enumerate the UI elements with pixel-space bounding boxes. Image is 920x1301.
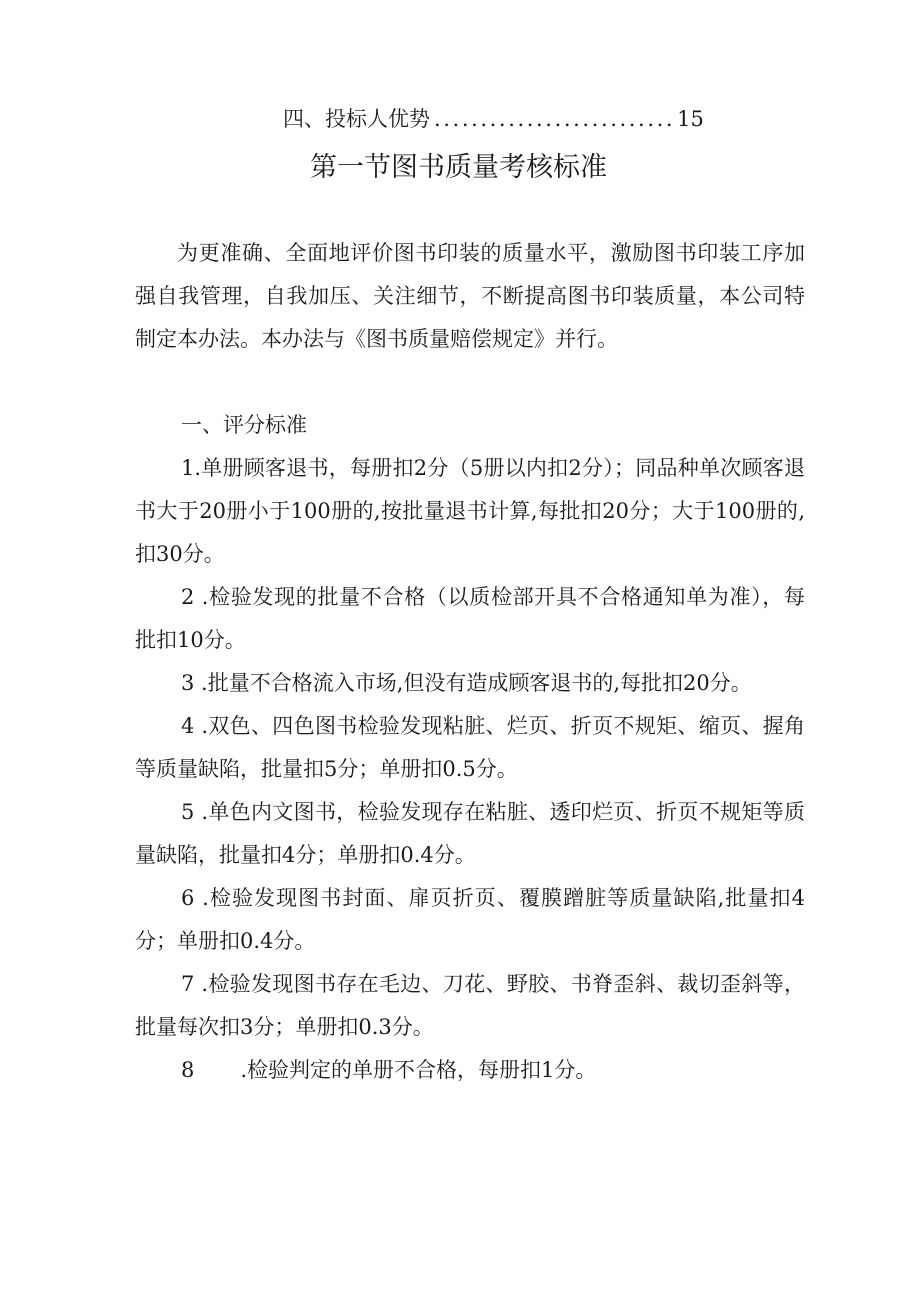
scoring-item-8-number: 8 xyxy=(181,1058,195,1082)
scoring-list xyxy=(135,447,805,1092)
scoring-heading: 一、评分标准 xyxy=(181,413,307,437)
scoring-item-8-text: .检验判定的单册不合格，每册扣1分。 xyxy=(240,1058,597,1082)
scoring-item-3: 3 .批量不合格流入市场,但没有造成顾客退书的,每批扣20分。 xyxy=(181,671,752,695)
scoring-item-8 xyxy=(135,1049,805,1092)
scoring-item-4: 4 .双色、四色图书检验发现粘脏、烂页、折页不规矩、缩页、握角等质量缺陷，批量扣5分；单册扣0.5分。 xyxy=(135,714,805,781)
toc-entry xyxy=(283,104,704,134)
scoring-item-5: 5 .单色内文图书，检验发现存在粘脏、透印烂页、折页不规矩等质量缺陷，批量扣4分；单册扣0.4分。 xyxy=(135,800,805,867)
scoring-item-1: 1.单册顾客退书，每册扣2分（5册以内扣2分）；同品种单次顾客退书大于20册小于100册的,按批量退书计算,每批扣20分；大于100册的,扣30分。 xyxy=(135,456,805,566)
toc-leader-dots: .......................... xyxy=(434,107,676,131)
intro-paragraph: 为更准确、全面地评价图书印装的质量水平，激励图书印装工序加强自我管理，自我加压、关注细节，不断提高图书印装质量，本公司特制定本办法。本办法与《图书质量赔偿规定》并行。 xyxy=(135,241,805,351)
scoring-item-2: 2 .检验发现的批量不合格（以质检部开具不合格通知单为准），每批扣10分。 xyxy=(135,585,805,652)
toc-entry-label: 四、投标人优势 xyxy=(283,107,430,131)
scoring-item-7: 7 .检验发现图书存在毛边、刀花、野胶、书脊歪斜、裁切歪斜等，批量每次扣3分；单册扣0.3分。 xyxy=(135,972,805,1039)
toc-page-number: 15 xyxy=(677,107,704,131)
scoring-item-6: 6 .检验发现图书封面、扉页折页、覆膜蹭脏等质量缺陷,批量扣4分；单册扣0.4分。 xyxy=(135,886,805,953)
section-title: 第一节图书质量考核标准 xyxy=(310,152,607,183)
